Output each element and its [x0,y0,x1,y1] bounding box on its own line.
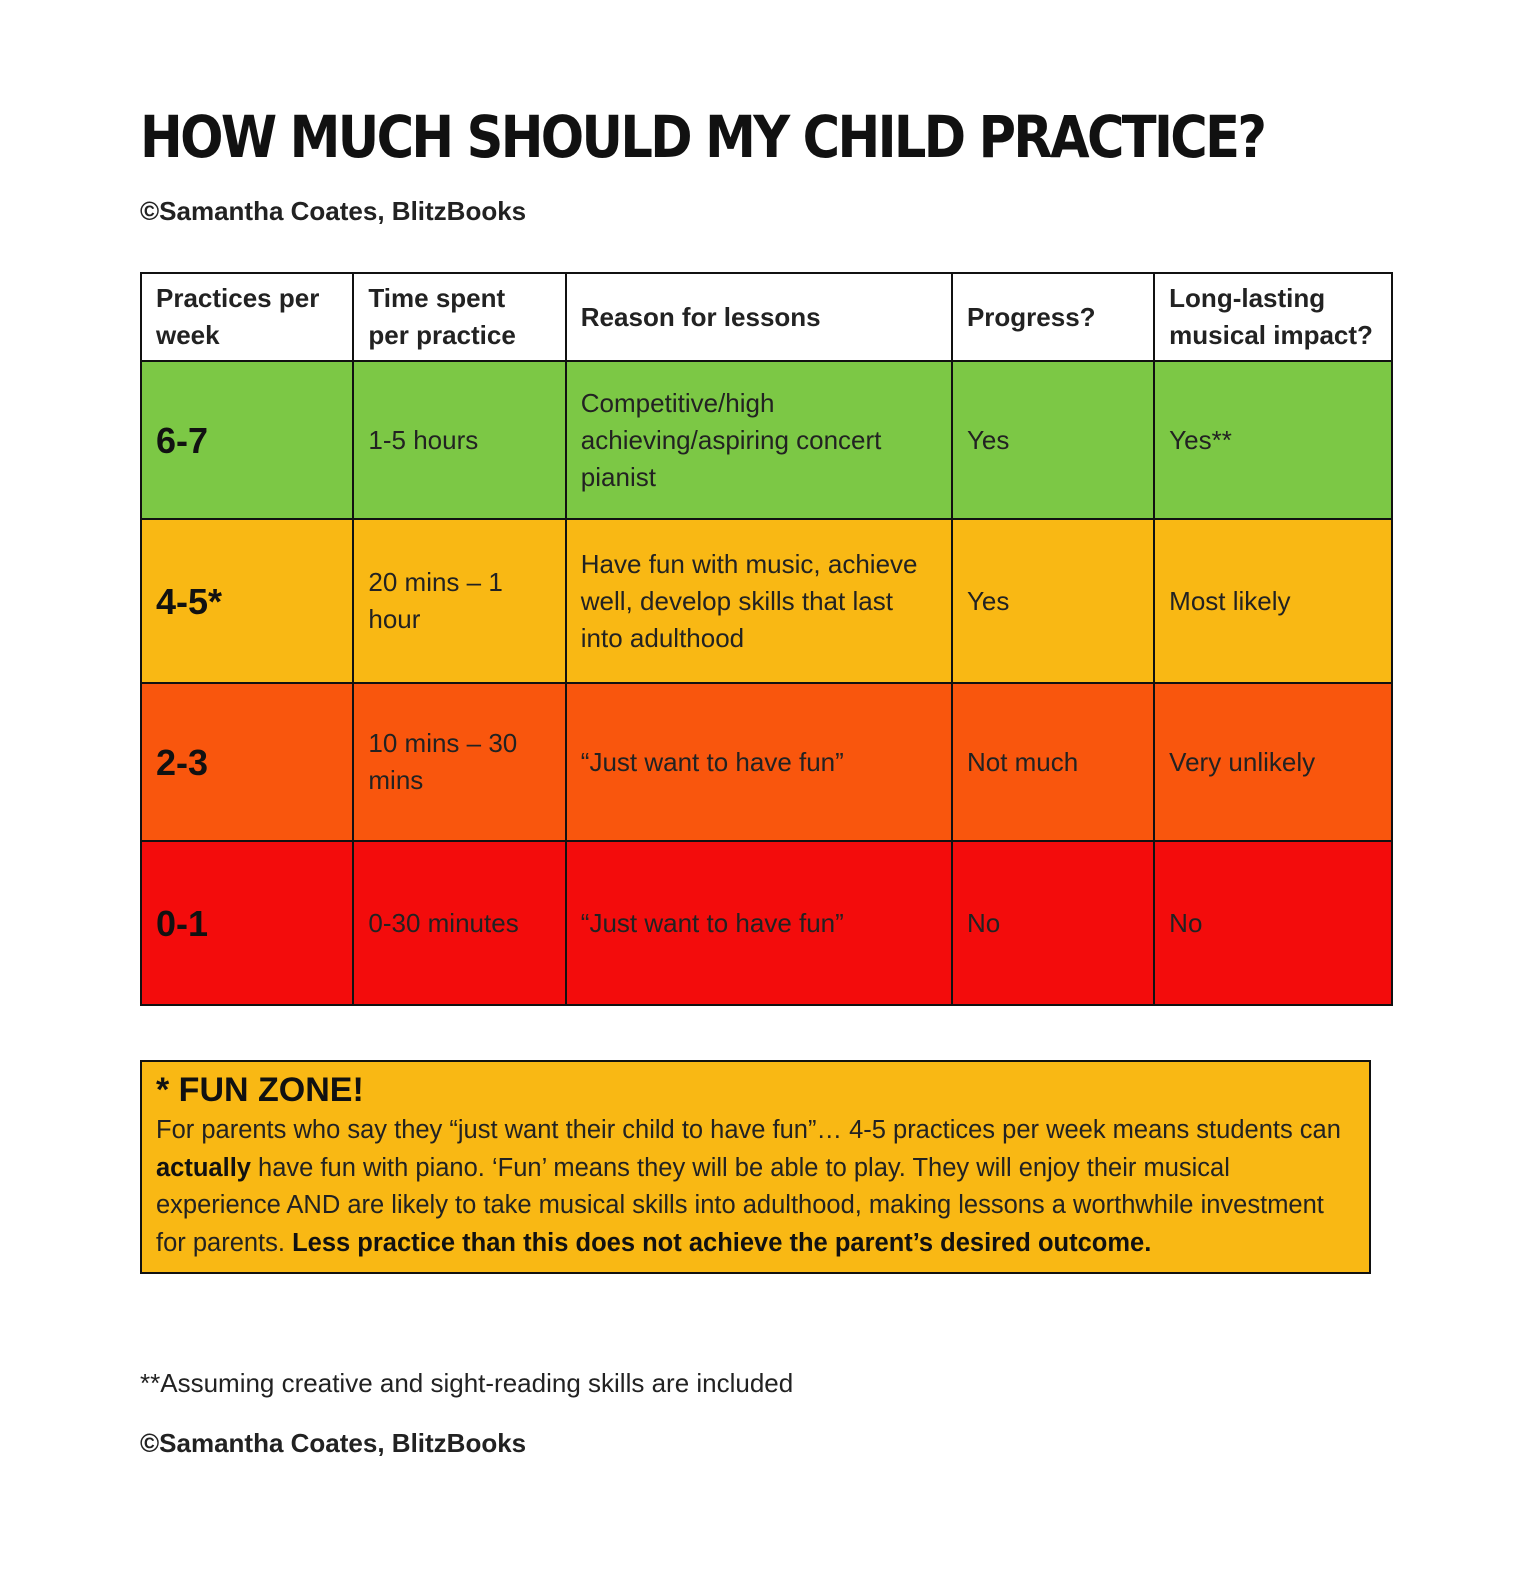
fun-zone-text [156,1112,1359,1262]
copyright-byline: ©Samantha Coates, BlitzBooks [140,196,527,226]
fun-zone-text-part-2: have fun with piano. ‘Fun’ means they will be able to play. They will enjoy their musical experience AND are likely to take musical skills into adulthood, making lessons a worthwhile investment for parents. [156,1153,1324,1257]
impact-cell: Very unlikely [1154,683,1392,841]
header-time-spent: Time spent per practice [353,273,565,361]
time-cell: 10 mins – 30 mins [353,683,565,841]
footnote: **Assuming creative and sight-reading skills are included [140,1368,794,1398]
reason-cell: “Just want to have fun” [566,683,952,841]
practices-cell: 6-7 [141,361,353,519]
table-header-row [141,273,1392,361]
fun-zone-emphasis-conclusion: Less practice than this does not achieve the parent’s desired outcome. [292,1228,1152,1257]
header-practices-per-week: Practices per week [141,273,353,361]
impact-cell: No [1154,841,1392,1005]
progress-cell: Not much [952,683,1154,841]
fun-zone-emphasis-actually: actually [156,1153,251,1182]
progress-cell: Yes [952,519,1154,683]
practice-table [140,272,1393,1006]
header-impact: Long-lasting musical impact? [1154,273,1392,361]
practices-cell: 0-1 [141,841,353,1005]
table-row [141,683,1392,841]
fun-zone-box [140,1060,1371,1274]
reason-cell: Competitive/high achieving/aspiring concert pianist [566,361,952,519]
header-progress: Progress? [952,273,1154,361]
reason-cell: “Just want to have fun” [566,841,952,1005]
reason-cell: Have fun with music, achieve well, develop skills that last into adulthood [566,519,952,683]
progress-cell: Yes [952,361,1154,519]
table-row [141,519,1392,683]
practices-cell: 4-5* [141,519,353,683]
fun-zone-text-part-1: For parents who say they “just want their child to have fun”… 4-5 practices per week means students can [156,1116,1341,1144]
table-row [141,361,1392,519]
practices-cell: 2-3 [141,683,353,841]
impact-cell: Most likely [1154,519,1392,683]
fun-zone-title: * FUN ZONE! [156,1071,364,1109]
header-reason: Reason for lessons [566,273,952,361]
time-cell: 0-30 minutes [353,841,565,1005]
progress-cell: No [952,841,1154,1005]
impact-cell: Yes** [1154,361,1392,519]
time-cell: 20 mins – 1 hour [353,519,565,683]
copyright-byline-bottom: ©Samantha Coates, BlitzBooks [140,1428,527,1458]
table-row [141,841,1392,1005]
page-title: HOW MUCH SHOULD MY CHILD PRACTICE? [140,103,1265,171]
time-cell: 1-5 hours [353,361,565,519]
